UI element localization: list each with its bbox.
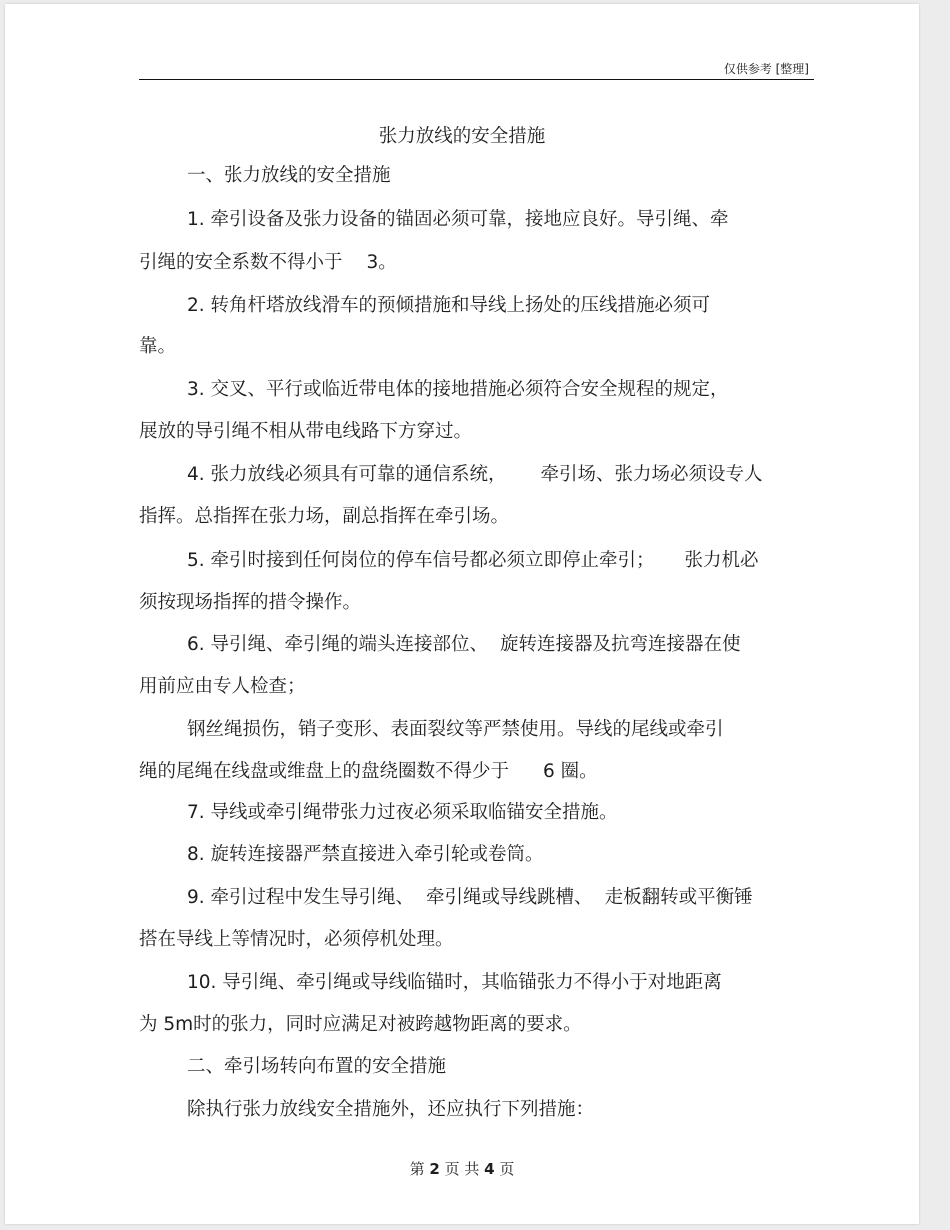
item2-line2: 靠。	[139, 336, 177, 357]
item5-line1-part1: 5. 牵引时接到任何岗位的停车信号都必须立即停止牵引；	[187, 550, 655, 571]
section2-heading: 二、牵引场转向布置的安全措施	[187, 1056, 447, 1077]
wire-para-line2-text: 绳的尾绳在线盘或维盘上的盘绕圈数不得少于	[139, 761, 510, 782]
item8: 8. 旋转连接器严禁直接进入牵引轮或卷筒。	[187, 844, 544, 865]
wire-para-line2	[139, 760, 598, 784]
item4-line1	[187, 463, 763, 487]
item1-line2-value: 3。	[366, 252, 397, 273]
item5-line2: 须按现场指挥的措令操作。	[139, 592, 362, 613]
wire-para-line1: 钢丝绳损伤，销子变形、表面裂纹等严禁使用。导线的尾线或牵引	[187, 719, 724, 740]
footer-mid: 页 共	[444, 1160, 480, 1178]
item4-line2: 指挥。总指挥在张力场，副总指挥在牵引场。	[139, 506, 510, 527]
footer-prefix: 第	[409, 1160, 425, 1178]
document-title: 张力放线的安全措施	[378, 126, 546, 147]
item3-line2: 展放的导引绳不相从带电线路下方穿过。	[139, 421, 473, 442]
header-rule	[139, 79, 814, 80]
item3-line1: 3. 交叉、平行或临近带电体的接地措施必须符合安全规程的规定，	[187, 379, 729, 400]
page-footer	[5, 1158, 919, 1179]
item1-line1: 1. 牵引设备及张力设备的锚固必须可靠，接地应良好。导引绳、牵	[187, 209, 729, 230]
item9-line1	[187, 886, 753, 910]
item9-line2: 搭在导线上等情况时，必须停机处理。	[139, 929, 454, 950]
footer-page-number: 2	[429, 1160, 440, 1178]
wire-para-line2-value: 6 圈。	[543, 761, 598, 782]
item9-line1-part3: 走板翻转或平衡锤	[604, 887, 753, 908]
item6-line1	[187, 633, 741, 657]
item5-line1-part2: 张力机必	[684, 550, 759, 571]
item9-line1-part2: 牵引绳或导线跳槽、	[426, 887, 593, 908]
header-label: 仅供参考 [整理]	[723, 62, 809, 76]
item6-line1-part2: 旋转连接器及抗弯连接器在使	[500, 634, 741, 655]
footer-total-pages: 4	[484, 1160, 495, 1178]
item9-line1-part1: 9. 牵引过程中发生导引绳、	[187, 887, 415, 908]
section1-heading: 一、张力放线的安全措施	[187, 165, 391, 186]
item5-line1	[187, 549, 759, 573]
document-page	[5, 4, 919, 1224]
item1-line2-text: 引绳的安全系数不得小于	[139, 252, 343, 273]
item10-line1: 10. 导引绳、牵引绳或导线临锚时，其临锚张力不得小于对地距离	[187, 972, 722, 993]
item6-line1-part1: 6. 导引绳、牵引绳的端头连接部位、	[187, 634, 489, 655]
item4-line1-part1: 4. 张力放线必须具有可靠的通信系统，	[187, 464, 507, 485]
item7: 7. 导线或牵引绳带张力过夜必须采取临锚安全措施。	[187, 802, 618, 823]
item6-line2: 用前应由专人检查；	[139, 676, 306, 697]
item10-line2: 为 5m时的张力，同时应满足对被跨越物距离的要求。	[139, 1014, 582, 1035]
item4-line1-part2: 牵引场、张力场必须设专人	[540, 464, 763, 485]
footer-suffix: 页	[499, 1160, 515, 1178]
section2-intro: 除执行张力放线安全措施外，还应执行下列措施：	[187, 1099, 595, 1120]
item2-line1: 2. 转角杆塔放线滑车的预倾措施和导线上扬处的压线措施必须可	[187, 295, 711, 316]
item1-line2	[139, 251, 397, 275]
